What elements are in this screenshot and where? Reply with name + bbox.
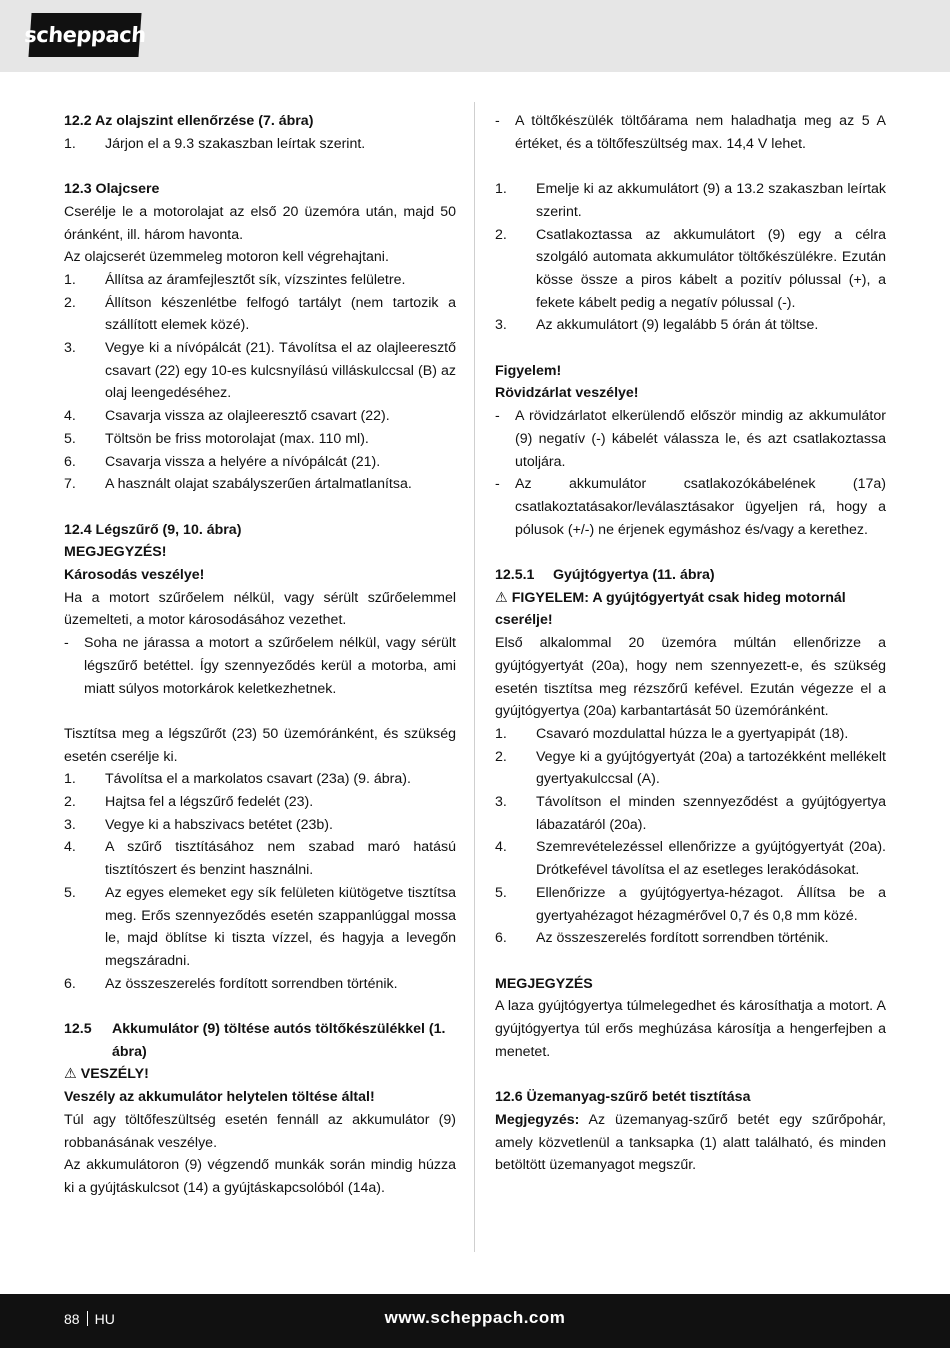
item-marker: 4. [495, 839, 507, 856]
section-12-4-warnings-item [64, 632, 456, 700]
section-12-3-steps-item [64, 405, 456, 428]
footer-bar [0, 1294, 950, 1348]
item-text: Csavarja vissza az olajleeresztő csavart (22). [105, 408, 390, 425]
item-text: Ellenőrizze a gyújtógyertya-hézagot. Állítsa be a gyertyahézagot hézagmérővel 0,7 és 0,8 mm közé. [536, 884, 886, 924]
section-12-5-1-steps [495, 723, 886, 950]
section-12-3-steps-item [64, 428, 456, 451]
note-label: MEGJEGYZÉS [495, 975, 593, 992]
short-circuit-label: Rövidzárlat veszélye! [495, 385, 639, 402]
header-bar [0, 0, 950, 72]
warning-triangle-icon: ⚠ [495, 589, 508, 606]
section-12-2-title: 12.2 Az olajszint ellenőrzése (7. ábra) [64, 113, 314, 129]
section-12-5-danger-text: Veszély az akkumulátor helytelen töltése által! [64, 1089, 375, 1106]
note-text: A laza gyújtógyertya túlmelegedhet és károsíthatja a motort. A gyújtógyertya túl erős meghúzása károsítja a hengerfejben a menetet. [495, 998, 886, 1060]
spark-plug-warning [495, 587, 886, 632]
spark-plug-warning-text: FIGYELEM: A gyújtógyertyát csak hideg motornál cserélje! [495, 589, 846, 629]
item-text: Az összeszerelés fordított sorrendben történik. [536, 930, 829, 947]
section-12-6-title: 12.6 Üzemanyag-szűrő betét tisztítása [495, 1089, 751, 1106]
right-column [495, 110, 886, 1177]
item-text: A szűrő tisztításához nem szabad maró hatású tisztítószert és benzint használni. [105, 839, 456, 879]
charging-steps-item [495, 178, 886, 223]
section-12-3-steps-item [64, 269, 456, 292]
section-12-5-1-steps-item [495, 791, 886, 836]
page-number-value: 88 [64, 1311, 80, 1327]
section-12-4-steps-item [64, 791, 456, 814]
item-marker: 6. [64, 453, 76, 470]
section-12-3-steps-item [64, 337, 456, 405]
warning-triangle-icon: ⚠ [64, 1066, 77, 1083]
item-marker: 1. [495, 181, 507, 198]
charging-steps [495, 178, 886, 337]
short-circuit-warnings [495, 405, 886, 541]
language-code: HU [94, 1311, 115, 1327]
item-marker: 2. [64, 794, 76, 811]
section-12-3-title: 12.3 Olajcsere [64, 181, 160, 198]
item-text: Töltsön be friss motorolajat (max. 110 ml). [105, 430, 369, 447]
section-12-6-lead: Megjegyzés: [495, 1111, 580, 1128]
section-12-4-steps-item [64, 836, 456, 881]
item-marker: 3. [64, 340, 76, 357]
section-12-4-steps-item [64, 973, 456, 996]
short-circuit-warnings-item [495, 405, 886, 473]
item-text: Csatlakoztassa az akkumulátort (9) egy a célra szolgáló automata akkumulátor töltőkészülékre. Ezután kösse össze a piros kábelt a pozitív pólussal (+), a fekete kábelt pedig a negatív pólussal (-). [536, 226, 886, 311]
section-12-5-1-title: Gyújtógyertya (11. ábra) [553, 567, 715, 584]
item-text: A töltőkészülék töltőárama nem haladhatja meg az 5 A értéket, és a töltőfeszültség max. 14,4 V lehet. [515, 113, 886, 152]
website-link[interactable]: www.scheppach.com [384, 1308, 566, 1327]
item-marker: 3. [64, 816, 76, 833]
item-marker: 1. [495, 725, 507, 742]
item-text: Távolítsa el a markolatos csavart (23a) (9. ábra). [105, 771, 411, 788]
section-12-3-intro: Cserélje le a motorolajat az első 20 üzemóra után, majd 50 óránként, ill. három havonta. [64, 203, 456, 243]
section-12-5-para-2: Az akkumulátoron (9) végzendő munkák során mindig húzza ki a gyújtáskulcsot (14) a gyújtáskapcsolóból (14a). [64, 1157, 456, 1196]
section-12-3-steps-item [64, 451, 456, 474]
item-text: Csavarja vissza a helyére a nívópálcát (21). [105, 453, 381, 470]
section-12-5-1-steps-item [495, 927, 886, 950]
section-12-4-steps-item [64, 814, 456, 837]
section-12-4-steps-item [64, 768, 456, 791]
item-marker: 1. [64, 271, 76, 288]
section-12-5-para-1: Túl agy töltőfeszültség esetén fennáll az akkumulátor (9) robbanásának veszélye. [64, 1111, 456, 1151]
item-marker: 5. [64, 884, 76, 901]
short-circuit-warnings-item [495, 473, 886, 541]
section-12-4-steps [64, 768, 456, 995]
section-12-3-steps [64, 269, 456, 496]
item-text: Vegye ki a habszivacs betétet (23b). [105, 816, 333, 833]
section-12-5-1-steps-item [495, 882, 886, 927]
item-marker: 2. [495, 226, 507, 243]
section-12-6-text [495, 1109, 886, 1177]
item-marker: - [495, 408, 500, 425]
section-12-4-warning-text: Ha a motort szűrőelem nélkül, vagy sérült szűrőelemmel üzemelteti, a motor károsodásához vezethet. [64, 589, 456, 629]
danger-label: VESZÉLY! [80, 1066, 149, 1083]
item-marker: 6. [64, 975, 76, 992]
item-marker: 4. [64, 408, 76, 425]
section-12-5-1-intro: Első alkalommal 20 üzemóra múltán ellenőrizze a gyújtógyertyát (20a), hogy nem szennyezett-e, és szükség esetén tisztítsa meg rézszőrű kefével. Ezután végezze el a gyújtógyertya (20a) karbantartását 50 üzemóránként. [495, 635, 886, 720]
item-text: Az egyes elemeket egy sík felületen kiütögetve tisztítsa meg. Erős szennyeződés esetén szappanlúggal mossa le, majd öblítse ki tiszta vízzel, és hagyja a levegőn megszáradni. [105, 884, 456, 969]
section-12-4-instruction: Tisztítsa meg a légszűrőt (23) 50 üzemóránként, és szükség esetén cserélje ki. [64, 725, 456, 765]
section-12-3-steps-item [64, 292, 456, 337]
column-divider [474, 102, 475, 1252]
section-12-5-title: Akkumulátor (9) töltése autós töltőkészülékkel (1. ábra) [112, 1021, 446, 1060]
item-marker: 2. [64, 294, 76, 311]
item-text: A használt olajat szabályszerűen ártalmatlanítsa. [105, 476, 412, 493]
item-text: Hajtsa fel a légszűrő fedelét (23). [105, 794, 314, 811]
item-marker: 4. [64, 839, 76, 856]
section-12-5-1-heading [495, 564, 886, 587]
charging-steps-item [495, 224, 886, 315]
item-marker: - [495, 113, 500, 129]
item-marker: 3. [495, 794, 507, 811]
section-12-2-steps-item [64, 133, 456, 156]
item-text: Vegye ki a nívópálcát (21). Távolítsa el az olajleeresztő csavart (22) egy 10-es kulcsnyílású villáskulccsal (B) az olaj leengedéséhez. [105, 340, 456, 402]
section-12-3-steps-item [64, 473, 456, 496]
section-12-5-1-steps-item [495, 836, 886, 881]
item-marker: - [495, 476, 500, 493]
section-12-5-1-steps-item [495, 723, 886, 746]
item-text: Járjon el a 9.3 szakaszban leírtak szerint. [105, 135, 366, 152]
charging-steps-item [495, 314, 886, 337]
item-text: Emelje ki az akkumulátort (9) a 13.2 szakaszban leírtak szerint. [536, 181, 886, 220]
section-12-4-steps-item [64, 882, 456, 973]
item-text: Távolítson el minden szennyeződést a gyújtógyertya lábazatáról (20a). [536, 794, 886, 833]
left-column [64, 110, 456, 1200]
item-marker: 1. [64, 771, 76, 788]
section-12-5-danger [64, 1063, 456, 1086]
section-12-5-1-steps-item [495, 746, 886, 791]
item-marker: 3. [495, 317, 507, 334]
section-12-4-note-label: MEGJEGYZÉS! [64, 544, 167, 561]
item-marker: 2. [495, 748, 507, 765]
item-marker: 5. [64, 430, 76, 447]
section-12-4-warnings [64, 632, 456, 700]
item-marker: 5. [495, 884, 507, 901]
item-text: Vegye ki a gyújtógyertyát (20a) a tartozékként mellékelt gyertyakulccsal (A). [536, 748, 886, 788]
brand-logo: scheppach [28, 13, 141, 57]
item-text: Az összeszerelés fordított sorrendben történik. [105, 975, 398, 992]
section-12-2-steps [64, 133, 456, 156]
section-12-5-heading [64, 1018, 456, 1063]
section-12-4-title: 12.4 Légszűrő (9, 10. ábra) [64, 521, 242, 538]
section-12-5-number: 12.5 [64, 1021, 92, 1038]
section-12-3-note: Az olajcserét üzemmeleg motoron kell végrehajtani. [64, 249, 389, 266]
item-text: Az akkumulátor csatlakozókábelének (17a) csatlakoztatásakor/leválasztásakor ügyeljen rá, hogy a pólusok (+/-) ne érjenek egymáshoz és/vagy a kerethez. [515, 476, 886, 538]
item-marker: 1. [64, 135, 76, 152]
item-text: Szemrevételezéssel ellenőrizze a gyújtógyertyát (20a). Drótkefével távolítsa el az esetleges lerakódásokat. [536, 839, 886, 879]
charger-requirements [495, 110, 886, 155]
item-text: Állítsa az áramfejlesztőt sík, vízszintes felületre. [105, 271, 406, 288]
charger-requirements-item [495, 110, 886, 155]
section-12-5-1-number: 12.5.1 [495, 567, 535, 584]
section-12-6-body: Az üzemanyag-szűrő betét egy szűrőpohár, amely közvetlenül a tanksapka (1) alatt található, és minden betöltött üzemanyagot megszűr. [495, 1111, 886, 1174]
item-marker: - [64, 635, 69, 652]
item-text: Csavaró mozdulattal húzza le a gyertyapipát (18). [536, 725, 849, 742]
section-12-4-danger-label: Károsodás veszélye! [64, 567, 205, 584]
item-text: Soha ne járassa a motort a szűrőelem nélkül, vagy sérült légszűrő betéttel. Így szennyeződés kerül a motorba, ami miatt súlyos motorkárok keletkezhetnek. [84, 635, 456, 697]
item-text: Az akkumulátort (9) legalább 5 órán át töltse. [536, 317, 819, 334]
item-marker: 7. [64, 476, 76, 493]
item-marker: 6. [495, 930, 507, 947]
item-text: Állítson készenlétbe felfogó tartályt (nem tartozik a szállított elemek közé). [105, 294, 456, 334]
item-text: A rövidzárlatot elkerülendő először mindig az akkumulátor (9) negatív (-) kábelét válassza le, és azt csatlakoztassa utoljára. [515, 408, 886, 470]
attention-label: Figyelem! [495, 362, 562, 379]
